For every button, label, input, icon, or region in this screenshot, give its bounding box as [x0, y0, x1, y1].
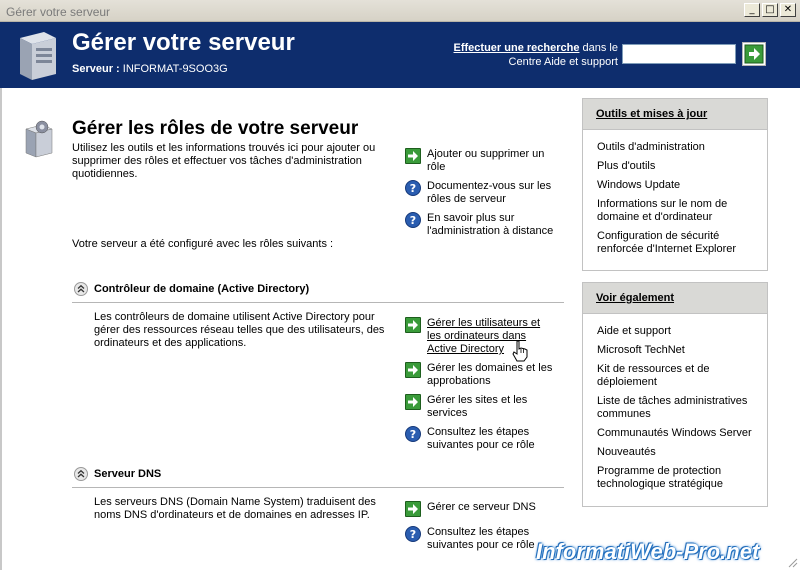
svg-text:?: ?: [409, 214, 417, 227]
search-link[interactable]: Effectuer une recherche: [453, 42, 580, 54]
window-titlebar: [0, 0, 800, 22]
search-go-button[interactable]: [742, 42, 766, 66]
search-text-1: dans le: [582, 42, 618, 54]
panel-link[interactable]: Nouveautés: [597, 446, 656, 458]
panel-link[interactable]: Liste de tâches administratives communes: [597, 395, 748, 420]
section-divider: [72, 302, 564, 303]
search-input[interactable]: [622, 44, 736, 64]
green-arrow-icon: [405, 394, 421, 410]
role-title: Serveur DNS: [94, 468, 162, 480]
hand-cursor-icon: [511, 340, 531, 362]
green-arrow-icon: [405, 317, 421, 333]
green-arrow-icon: [405, 501, 421, 517]
svg-text:?: ?: [409, 182, 417, 195]
action-label: En savoir plus sur l'administration à distance: [427, 212, 554, 237]
page-description: Utilisez les outils et les informations trouvés ici pour ajouter ou supprimer des rôles et effectuer vos tâches d'administration quotidiennes.: [72, 142, 376, 180]
svg-text:?: ?: [409, 428, 417, 441]
resize-grip-icon[interactable]: [786, 556, 798, 568]
role-description: Les serveurs DNS (Domain Name System) traduisent des noms DNS d'ordinateurs et de domaines en adresses IP.: [94, 496, 376, 521]
action-label: Gérer ce serveur DNS: [427, 501, 536, 513]
green-arrow-icon: [743, 43, 765, 65]
action-label: Gérer les domaines et les approbations: [427, 362, 553, 387]
manage-domains-trusts-link[interactable]: [405, 362, 555, 388]
window-controls: [744, 3, 796, 17]
next-steps-dns-link[interactable]: [405, 526, 555, 552]
role-description: Les contrôleurs de domaine utilisent Active Directory pour gérer des ressources réseau telles que des utilisateurs, des ordinateurs et des applications.: [94, 311, 385, 349]
watermark: InformatiWeb-Pro.net: [536, 539, 760, 564]
collapse-icon[interactable]: [74, 467, 88, 481]
role-header-dns[interactable]: [74, 467, 161, 481]
panel-link[interactable]: Outils d'administration: [597, 141, 705, 153]
add-remove-role-link[interactable]: [405, 148, 555, 174]
collapse-icon[interactable]: [74, 282, 88, 296]
panel-link[interactable]: Plus d'outils: [597, 160, 656, 172]
see-also-panel: [582, 282, 768, 507]
left-border: [0, 88, 2, 570]
action-label: Gérer les sites et les services: [427, 394, 528, 419]
search-text-2: Centre Aide et support: [508, 56, 618, 68]
server-icon: [14, 28, 62, 82]
manage-dns-server-link[interactable]: [405, 501, 555, 517]
search-label: [454, 41, 618, 69]
maximize-button[interactable]: □: [762, 3, 778, 17]
remote-admin-link[interactable]: [405, 212, 555, 238]
server-info: [72, 63, 228, 75]
action-label: Ajouter ou supprimer un rôle: [427, 148, 545, 173]
learn-roles-link[interactable]: [405, 180, 555, 206]
role-header-active-directory[interactable]: [74, 282, 309, 296]
tools-updates-panel: [582, 98, 768, 271]
panel-link[interactable]: Configuration de sécurité renforcée d'Internet Explorer: [597, 230, 737, 255]
panel-link[interactable]: Microsoft TechNet: [597, 344, 685, 356]
server-roles-icon: [22, 119, 56, 159]
action-label: Documentez-vous sur les rôles de serveur: [427, 180, 552, 205]
panel-link[interactable]: Communautés Windows Server: [597, 427, 752, 439]
manage-sites-services-link[interactable]: [405, 394, 555, 420]
window-title: Gérer votre serveur: [6, 5, 111, 19]
panel-title[interactable]: Outils et mises à jour: [583, 99, 767, 130]
page-title: Gérer les rôles de votre serveur: [72, 118, 359, 139]
page-header: [0, 22, 800, 88]
minimize-button[interactable]: _: [744, 3, 760, 17]
header-title: Gérer votre serveur: [72, 29, 295, 56]
action-label: Gérer les utilisateurs et les ordinateurs dans Active Directory: [427, 317, 541, 355]
panel-link[interactable]: Informations sur le nom de domaine et d'ordinateur: [597, 198, 728, 223]
action-label: Consultez les étapes suivantes pour ce rôle: [427, 526, 535, 551]
panel-link[interactable]: Aide et support: [597, 325, 671, 337]
role-title: Contrôleur de domaine (Active Directory): [94, 283, 310, 295]
help-icon: [405, 180, 421, 196]
manage-users-computers-link[interactable]: [405, 317, 555, 356]
help-icon: [405, 212, 421, 228]
green-arrow-icon: [405, 362, 421, 378]
server-label: Serveur :: [72, 63, 120, 75]
panel-title[interactable]: Voir également: [583, 283, 767, 314]
action-label: Consultez les étapes suivantes pour ce rôle: [427, 426, 535, 451]
help-icon: [405, 526, 421, 542]
server-name: INFORMAT-9SOO3G: [122, 63, 228, 75]
configured-text: Votre serveur a été configuré avec les rôles suivants :: [72, 238, 334, 250]
section-divider: [72, 487, 564, 488]
close-button[interactable]: ✕: [780, 3, 796, 17]
green-arrow-icon: [405, 148, 421, 164]
next-steps-ad-link[interactable]: [405, 426, 555, 452]
svg-text:?: ?: [409, 528, 417, 541]
panel-link[interactable]: Windows Update: [597, 179, 681, 191]
panel-link[interactable]: Programme de protection technologique stratégique: [597, 465, 723, 490]
panel-link[interactable]: Kit de ressources et de déploiement: [597, 363, 710, 388]
help-icon: [405, 426, 421, 442]
